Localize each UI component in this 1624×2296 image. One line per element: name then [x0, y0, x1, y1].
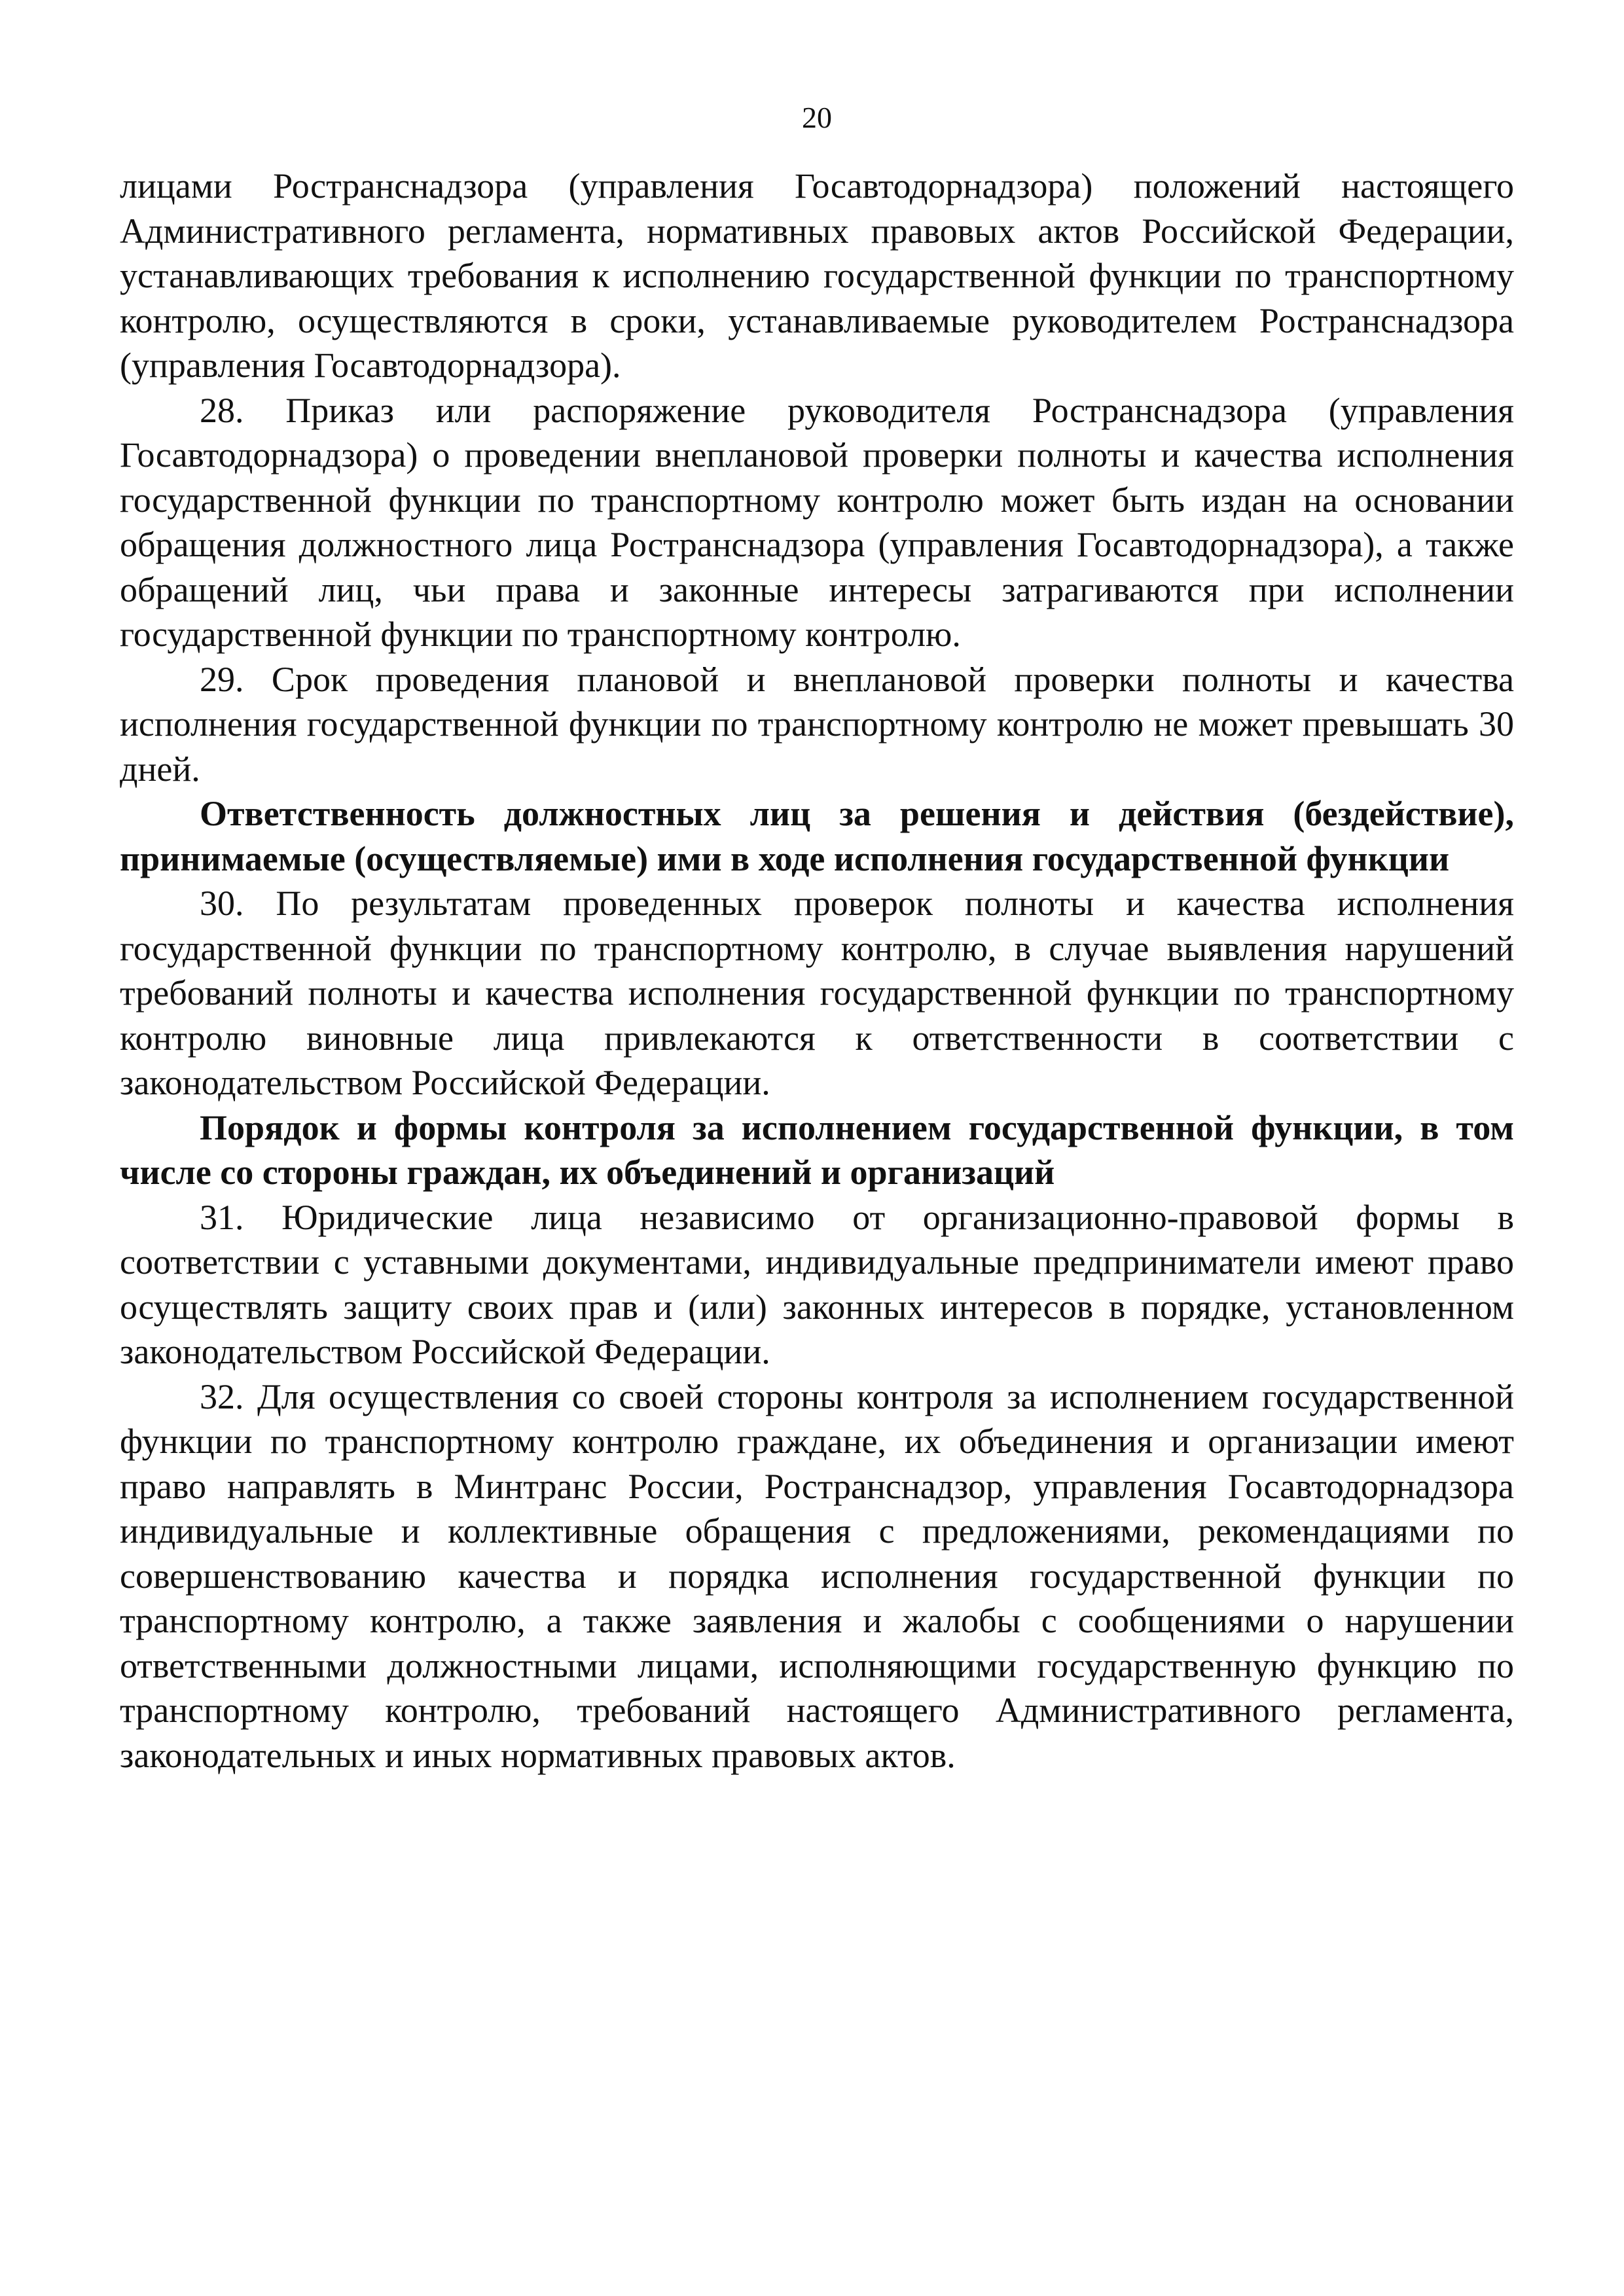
- section-heading-responsibility: Ответственность должностных лиц за решения и действия (бездействие), принимаемые (осуществляемые) ими в ходе исполнения государственной функции: [120, 794, 1514, 878]
- paragraph-32: 32. Для осуществления со своей стороны контроля за исполнением государственной функции по транспортному контролю граждане, их объединения и организации имеют право направлять в Минтранс России, Ространснадзор, управления Госавтодорнадзора индивидуальные и коллективные обращения с предложениями, рекомендациями по совершенствованию качества и порядка исполнения государственной функции по транспортному контролю, а также заявления и жалобы с сообщениями о нарушении ответственными должностными лицами, исполняющими государственную функцию по транспортному контролю, требований настоящего Административного регламента, законодательных и иных нормативных правовых актов.: [120, 1376, 1514, 1775]
- page-number: 20: [802, 101, 832, 134]
- document-page: [120, 98, 1514, 1778]
- paragraph-31: 31. Юридические лица независимо от организационно-правовой формы в соответствии с уставными документами, индивидуальные предприниматели имеют право осуществлять защиту своих прав и (или) законных интересов в порядке, установленном законодательством Российской Федерации.: [120, 1197, 1514, 1371]
- section-heading-control-procedure: Порядок и формы контроля за исполнением государственной функции, в том числе со стороны граждан, их объединений и организаций: [120, 1107, 1514, 1192]
- paragraph-29: 29. Срок проведения плановой и внеплановой проверки полноты и качества исполнения государственной функции по транспортному контролю не может превышать 30 дней.: [120, 659, 1514, 789]
- paragraph-continuation: лицами Ространснадзора (управления Госавтодорнадзора) положений настоящего Административного регламента, нормативных правовых актов Российской Федерации, устанавливающих требования к исполнению государственной функции по транспортному контролю, осуществляются в сроки, устанавливаемые руководителем Ространснадзора (управления Госавтодорнадзора).: [120, 166, 1514, 385]
- paragraph-28: 28. Приказ или распоряжение руководителя Ространснадзора (управления Госавтодорнадзора) о проведении внеплановой проверки полноты и качества исполнения государственной функции по транспортному контролю может быть издан на основании обращения должностного лица Ространснадзора (управления Госавтодорнадзора), а также обращений лиц, чьи права и законные интересы затрагиваются при исполнении государственной функции по транспортному контролю.: [120, 390, 1514, 654]
- paragraph-30: 30. По результатам проведенных проверок полноты и качества исполнения государственной функции по транспортному контролю, в случае выявления нарушений требований полноты и качества исполнения государственной функции по транспортному контролю виновные лица привлекаются к ответственности в соответствии с законодательством Российской Федерации.: [120, 884, 1514, 1102]
